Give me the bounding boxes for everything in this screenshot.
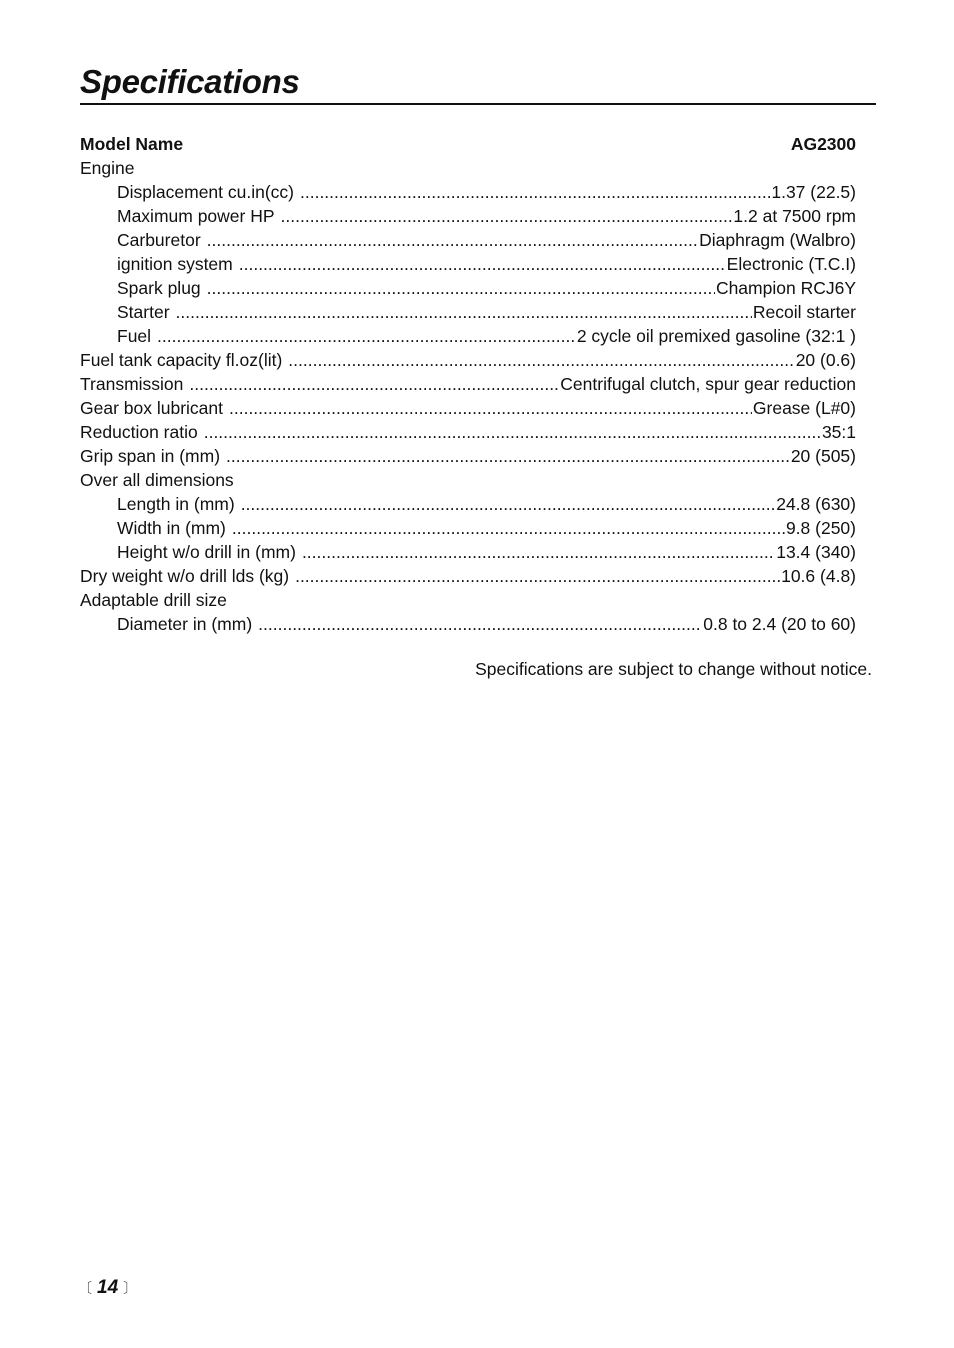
spec-row-transmission [80, 372, 856, 396]
spec-label: Width in (mm) [117, 518, 226, 538]
spec-label: Fuel [117, 326, 152, 346]
dot-leader [288, 348, 794, 372]
dot-leader [258, 612, 702, 636]
spec-row-maximum-power [80, 204, 856, 228]
specifications-table [80, 132, 856, 636]
spec-header-row [80, 132, 856, 156]
spec-label: Carburetor [117, 230, 201, 250]
spec-value: 0.8 to 2.4 (20 to 60) [703, 614, 856, 634]
spec-label: Diameter in (mm) [117, 614, 253, 634]
spec-label: Maximum power HP [117, 206, 275, 226]
model-name-label: Model Name [80, 134, 184, 154]
model-name-value: AG2300 [790, 134, 856, 154]
spec-label: Height w/o drill in (mm) [117, 542, 296, 562]
spec-value: Electronic (T.C.I) [726, 254, 856, 274]
spec-group-label: Engine [80, 158, 135, 178]
dot-leader [300, 180, 770, 204]
spec-value: 1.2 at 7500 rpm [733, 206, 856, 226]
dot-leader [239, 252, 726, 276]
spec-row-ignition-system [80, 252, 856, 276]
spec-group-adaptable-drill-size [80, 588, 856, 612]
spec-value: Centrifugal clutch, spur gear reduction [560, 374, 856, 394]
spec-row-gear-box-lubricant [80, 396, 856, 420]
spec-label: Grip span in (mm) [80, 446, 221, 466]
page-number-value: 14 [97, 1277, 119, 1298]
spec-row-spark-plug [80, 276, 856, 300]
spec-row-width [80, 516, 856, 540]
spec-value: Recoil starter [752, 302, 856, 322]
spec-label: Spark plug [117, 278, 201, 298]
spec-row-grip-span [80, 444, 856, 468]
page-number [78, 1276, 137, 1300]
spec-row-displacement [80, 180, 856, 204]
dot-leader [229, 396, 752, 420]
spec-value: 13.4 (340) [776, 542, 856, 562]
spec-row-fuel-tank-capacity [80, 348, 856, 372]
spec-row-diameter [80, 612, 856, 636]
spec-group-label: Adaptable drill size [80, 590, 227, 610]
specifications-note: Specifications are subject to change without notice. [475, 659, 872, 679]
dot-leader [207, 228, 698, 252]
dot-leader [226, 444, 790, 468]
dot-leader [207, 276, 715, 300]
spec-label: Transmission [80, 374, 184, 394]
spec-group-over-all-dimensions [80, 468, 856, 492]
page-number-bracket-close: 〕 [123, 1280, 138, 1296]
spec-label: Fuel tank capacity fl.oz(lit) [80, 350, 283, 370]
spec-value: Diaphragm (Walbro) [699, 230, 856, 250]
spec-label: Gear box lubricant [80, 398, 223, 418]
spec-label: Displacement cu.in(cc) [117, 182, 294, 202]
title-divider [80, 103, 876, 105]
dot-leader [295, 564, 780, 588]
spec-row-height [80, 540, 856, 564]
dot-leader [232, 516, 785, 540]
spec-value: 2 cycle oil premixed gasoline (32:1 ) [576, 326, 856, 346]
page-number-bracket-open: 〔 [78, 1280, 92, 1296]
spec-value: Grease (L#0) [752, 398, 856, 418]
dot-leader [302, 540, 775, 564]
spec-row-fuel [80, 324, 856, 348]
spec-label: Reduction ratio [80, 422, 198, 442]
spec-row-carburetor [80, 228, 856, 252]
spec-row-length [80, 492, 856, 516]
spec-label: Dry weight w/o drill lds (kg) [80, 566, 290, 586]
spec-value: 20 (505) [790, 446, 856, 466]
dot-leader [157, 324, 576, 348]
spec-value: 35:1 [821, 422, 856, 442]
dot-leader [241, 492, 776, 516]
spec-group-engine [80, 156, 856, 180]
spec-row-reduction-ratio [80, 420, 856, 444]
spec-value: 20 (0.6) [795, 350, 856, 370]
dot-leader [189, 372, 559, 396]
spec-value: 24.8 (630) [776, 494, 856, 514]
spec-label: Length in (mm) [117, 494, 235, 514]
spec-value: 1.37 (22.5) [771, 182, 856, 202]
spec-value: 9.8 (250) [785, 518, 856, 538]
page-title: Specifications [80, 63, 300, 100]
dot-leader [176, 300, 752, 324]
dot-leader [204, 420, 821, 444]
spec-group-label: Over all dimensions [80, 470, 234, 490]
spec-row-dry-weight [80, 564, 856, 588]
dot-leader [281, 204, 733, 228]
spec-label: ignition system [117, 254, 233, 274]
spec-value: 10.6 (4.8) [781, 566, 856, 586]
spec-row-starter [80, 300, 856, 324]
spec-value: Champion RCJ6Y [715, 278, 856, 298]
spec-label: Starter [117, 302, 170, 322]
